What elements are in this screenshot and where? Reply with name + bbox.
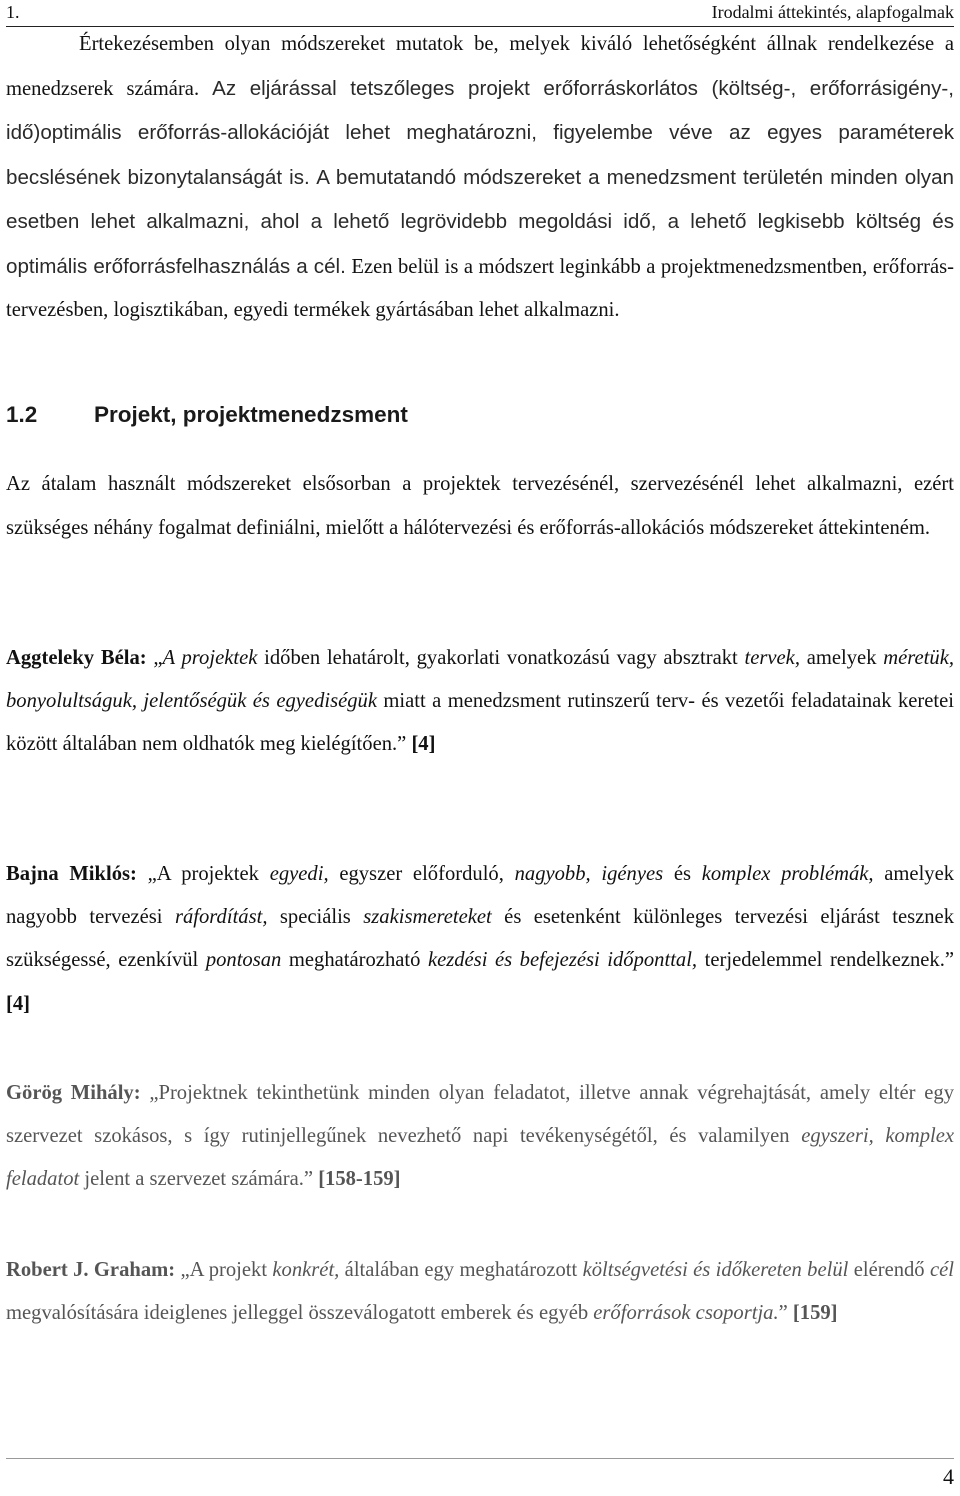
definition-emphasis: szakismereteket [363, 906, 492, 929]
chapter-title: Irodalmi áttekintés, alapfogalmak [711, 2, 954, 22]
definition-run: terjedelemmel rendelkeznek.” [697, 949, 955, 972]
definition-run: amelyek [799, 647, 884, 669]
definition-emphasis: cél [929, 1259, 954, 1281]
footer-divider [6, 1458, 954, 1459]
definition-reference: [159] [792, 1302, 838, 1325]
definition-text [6, 1082, 954, 1190]
definition-run: elérendő [848, 1259, 930, 1281]
intro-sentence-2: Az eljárással tetszőleges projekt erőforráskorlátos (költség-, erőforrásigény-, idő)optimális erőforrás-allokációját lehet meghatározni, figyelembe véve az egyes paraméterek becslésének bizonytalanságát is. [6, 76, 954, 189]
definition-run: általában egy meghatározott [339, 1259, 583, 1281]
page-number: 4 [943, 1464, 954, 1489]
definition-author: Görög Mihály: [6, 1082, 141, 1104]
section-heading [6, 395, 408, 435]
definition-run: speciális [267, 906, 364, 929]
definition-run: és [663, 863, 702, 885]
definition-emphasis: méretük, bonyolultságuk, jelentőségük és egyediségük [6, 647, 954, 713]
definition-run: egyszer előforduló, [328, 863, 515, 885]
intro-paragraph [6, 23, 954, 333]
definition-reference: [4] [6, 992, 31, 1015]
definition-run: jelent a szervezet számára.” [79, 1168, 319, 1191]
definition-author: Aggteleky Béla: [6, 647, 147, 669]
section-number: 1.2 [6, 402, 38, 427]
definition-run: meghatározható [281, 949, 428, 972]
definition-run: időben lehatárolt, gyakorlati vonatkozású vagy absztrakt [257, 647, 745, 669]
definition-run: amelyek nagyobb tervezési [6, 863, 955, 929]
definition-text [6, 647, 954, 755]
definition-emphasis: komplex problémák, [701, 863, 874, 885]
definition-bajna [6, 853, 954, 1026]
definition-run: miatt a menedzsment rutinszerű terv- és vezetői feladatainak keretei között általában nem oldhatók meg kielégítően.” [6, 690, 954, 756]
definition-emphasis: konkrét, [272, 1259, 340, 1281]
definition-run: ” [778, 1302, 793, 1325]
definition-emphasis: A projektek [162, 647, 258, 669]
definition-emphasis: erőforrások csoportja. [593, 1302, 779, 1325]
definition-text [6, 863, 954, 971]
definition-author: Robert J. Graham: [6, 1259, 176, 1281]
definition-reference: [158-159] [318, 1168, 401, 1191]
definition-run: „A projektek [136, 863, 270, 885]
definition-reference: [4] [411, 733, 436, 756]
definition-run: „Projektnek tekinthetünk minden olyan feladatot, illetve annak végrehajtását, amely eltér egy szervezet szokásos, s így rutinjellegűnek nevezhető napi tevékenységétől, és valamilyen [6, 1082, 954, 1148]
definition-run: megvalósítására ideiglenes jelleggel összeválogatott emberek és egyéb [6, 1302, 594, 1325]
definition-run: „ [146, 647, 163, 669]
definition-run: és esetenként különleges tervezési eljárást tesznek szükségessé, ezenkívül [6, 906, 954, 972]
definition-author: Bajna Miklós: [6, 863, 137, 885]
definition-emphasis: nagyobb, igényes [514, 863, 664, 885]
section-title: Projekt, projektmenedzsment [94, 402, 408, 427]
definition-emphasis: ráfordítást, [174, 906, 268, 929]
definition-emphasis: egyszeri, komplex feladatot [6, 1125, 955, 1191]
intro-sentence-3: A bemutatandó módszereket a menedzsment területén minden olyan esetben lehet alkalmazni, ahol a lehető legrövidebb megoldási idő, a lehető legkisebb költség és optimális erőforrásfelhasználás a cél. [6, 165, 955, 278]
definition-emphasis: pontosan [205, 949, 282, 972]
definition-gorog [6, 1072, 954, 1202]
definition-emphasis: kezdési és befejezési időponttal, [427, 949, 698, 972]
definition-emphasis: egyedi, [269, 863, 329, 885]
definition-run: „A projekt [175, 1259, 273, 1281]
definition-emphasis: költségvetési és időkereten belül [582, 1259, 849, 1281]
intro-sentence-4: Ezen belül is a módszert leginkább a projektmenedzsmentben, erőforrás-tervezésben, logisztikában, egyedi termékek gyártásában lehet alkalmazni. [6, 255, 954, 321]
definition-graham [6, 1249, 954, 1335]
chapter-number: 1. [6, 2, 20, 22]
intro-sentence-1: Értekezésemben olyan módszereket mutatok be, melyek kiváló lehetőségként állnak rendelkezése a menedzserek számára. [6, 33, 954, 100]
definition-aggteleky [6, 637, 954, 767]
definition-emphasis: tervek, [744, 647, 800, 669]
section-paragraph: Az átalam használt módszereket elsősorban a projektek tervezésénél, szervezésénél lehet alkalmazni, ezért szükséges néhány fogalmat definiálni, mielőtt a hálótervezési és erőforrás-allokációs módszereket áttekinteném. [6, 473, 954, 539]
